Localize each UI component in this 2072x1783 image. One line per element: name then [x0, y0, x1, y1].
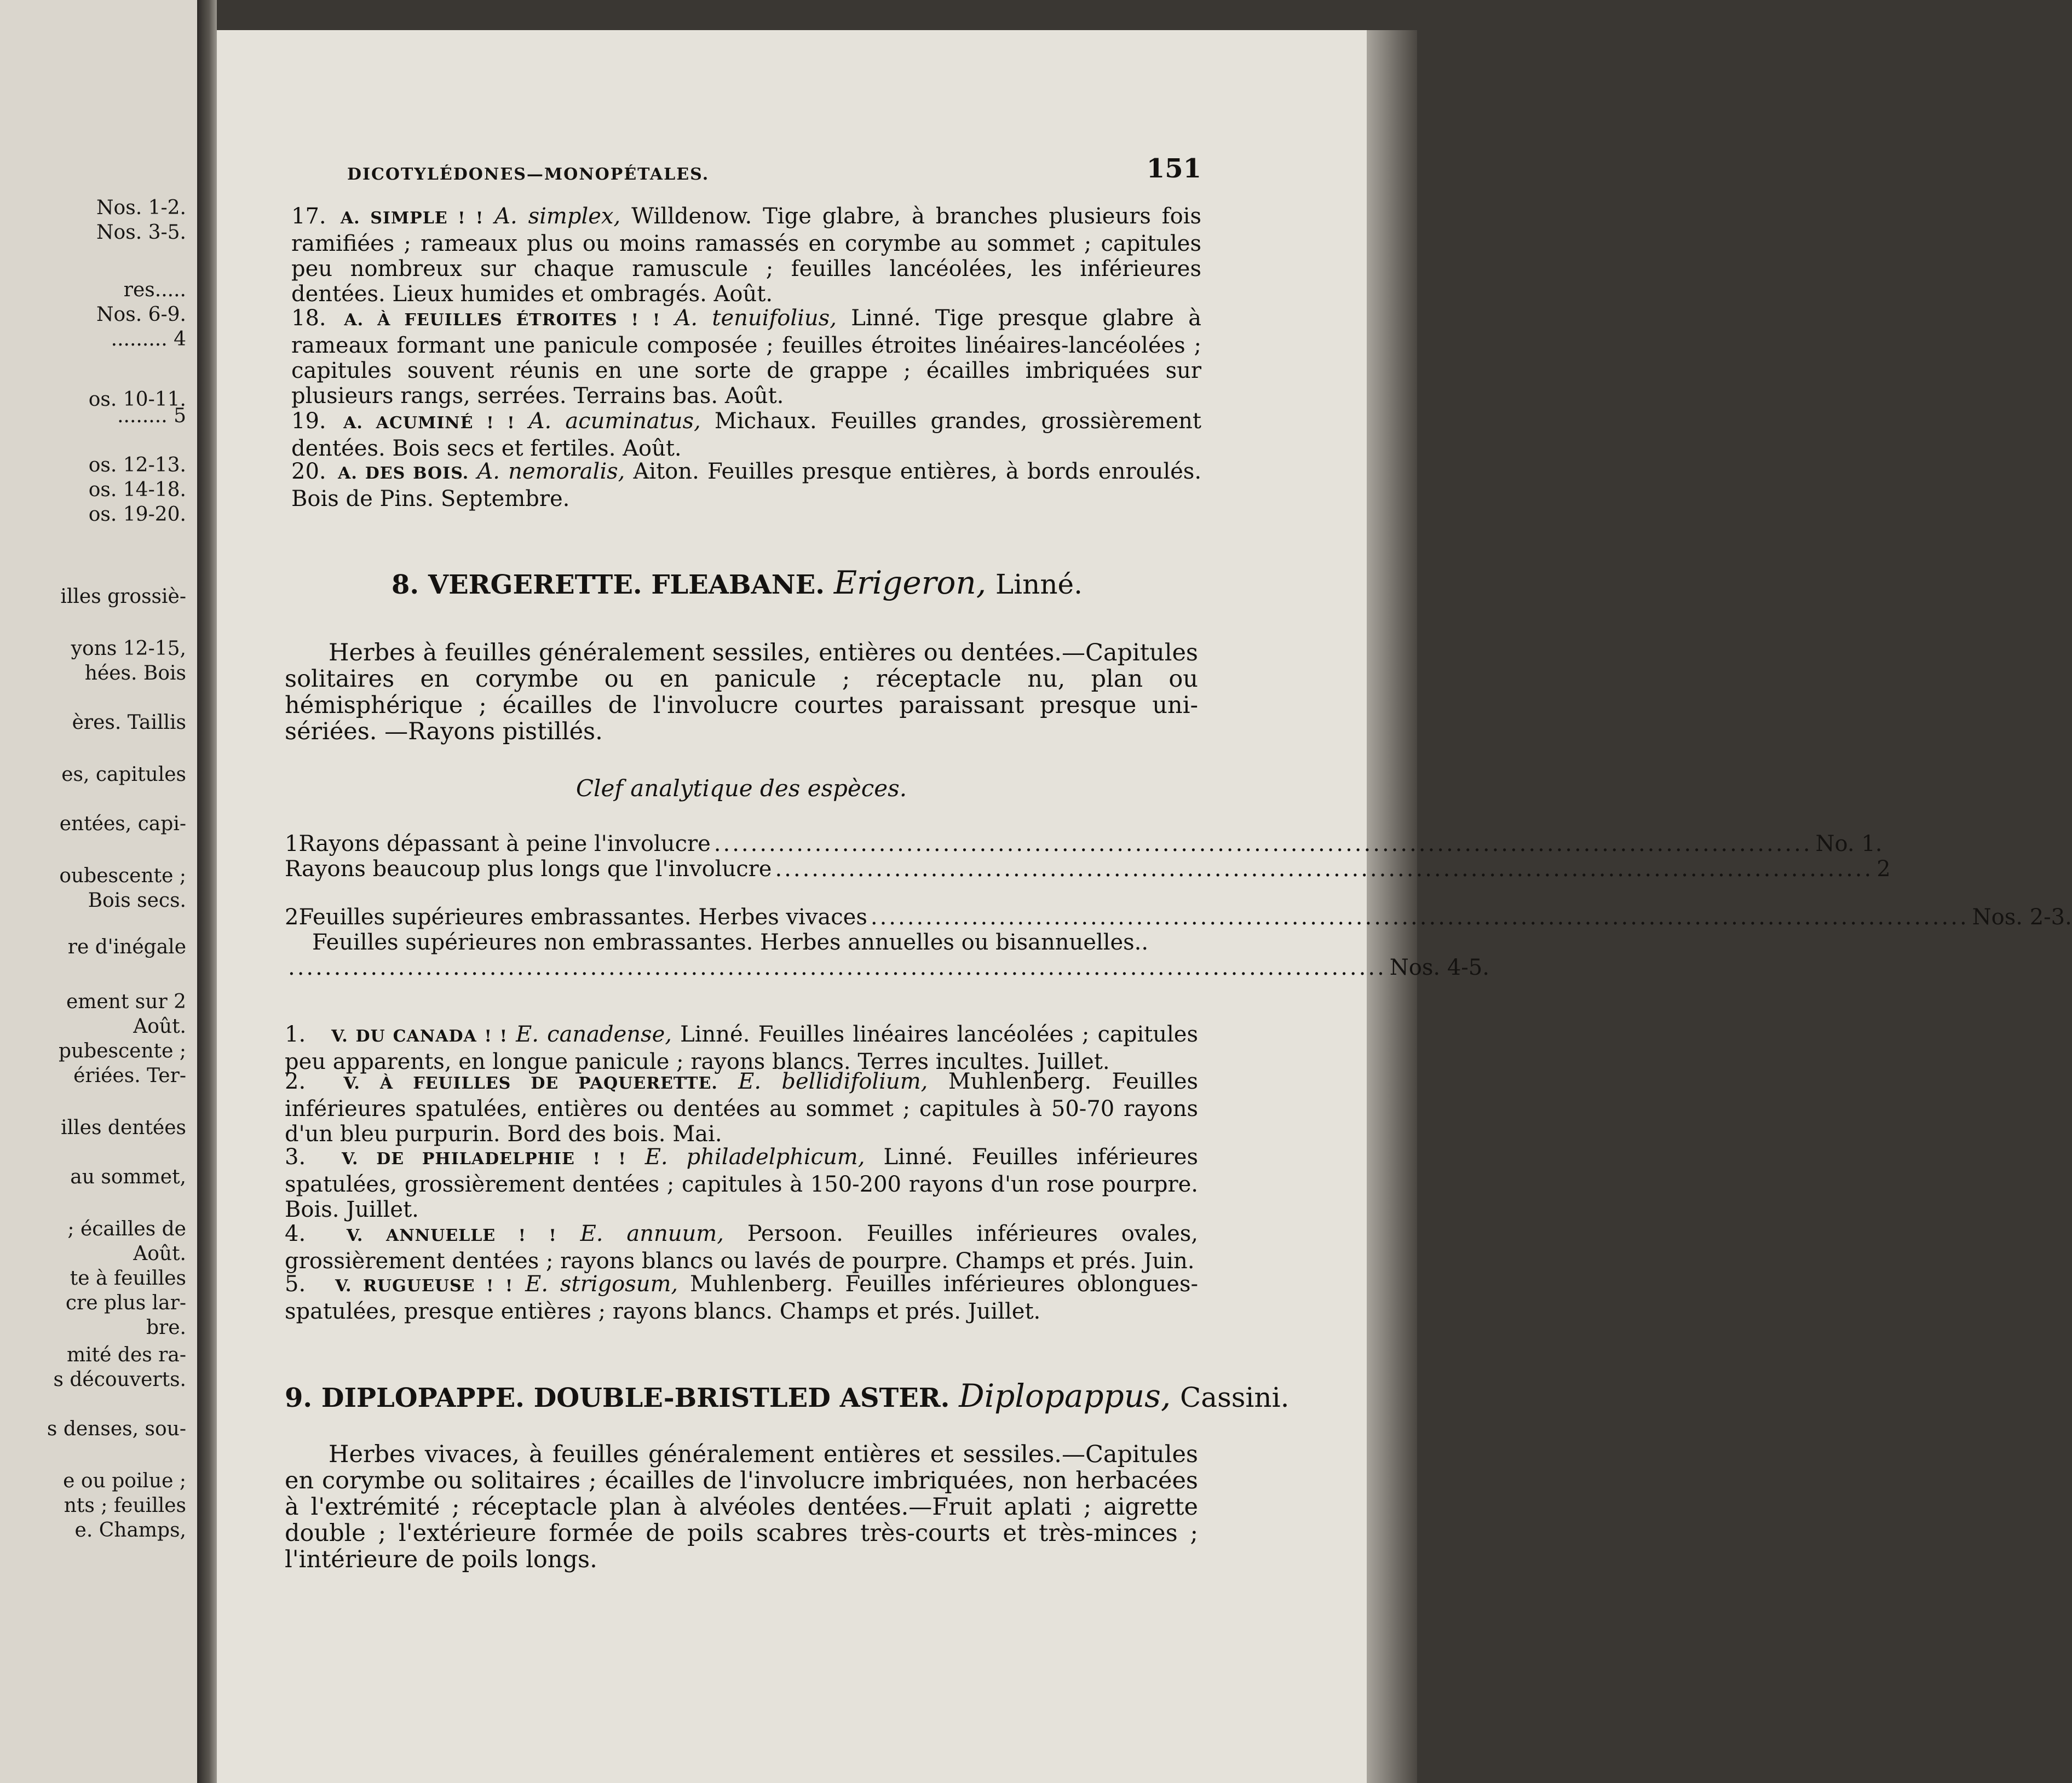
entry-number: 20. — [291, 459, 326, 484]
facing-line: ; écailles de — [67, 1218, 186, 1240]
facing-line: os. 12-13. — [88, 454, 186, 476]
leader-dots: ........................................................................................................................ — [713, 831, 1812, 856]
genus-latin: Erigeron, — [833, 564, 987, 601]
facing-line: bre. — [146, 1316, 186, 1339]
entry-number: 5. — [285, 1272, 306, 1297]
common-name: A. ACUMINÉ ! ! — [343, 413, 515, 433]
key-title: Clef analytique des espèces. — [575, 775, 907, 802]
running-head: DICOTYLÉDONES—MONOPÉTALES. — [347, 165, 710, 184]
facing-line: entées, capi- — [59, 813, 186, 835]
latin-name: E. annuum, — [580, 1221, 724, 1246]
genus-heading-text: 9. DIPLOPAPPE. DOUBLE-BRISTLED ASTER. — [285, 1383, 950, 1413]
entry-number: 1. — [285, 1022, 306, 1047]
facing-line: os. 10-11. — [88, 388, 186, 411]
entry-text: Aiton. Feuilles presque entières, à bords enroulés. Bois de Pins. Septembre. — [291, 459, 1202, 511]
common-name: V. À FEUILLES DE PAQUERETTE. — [343, 1074, 718, 1093]
book-gutter — [197, 0, 217, 1783]
facing-line: nts ; feuilles — [64, 1494, 186, 1517]
facing-line: es, capitules — [61, 763, 186, 786]
facing-line: oubescente ; — [59, 865, 186, 887]
facing-line: ......... 4 — [111, 328, 186, 350]
latin-name: E. canadense, — [516, 1022, 672, 1047]
entry-text: Muhlenberg. Feuilles inférieures spatulées, entières ou dentées au sommet ; capitules à 50-70 rayons d'un bleu purpurin. Bord des bois. Mai. — [285, 1069, 1199, 1147]
common-name: A. SIMPLE ! ! — [340, 209, 484, 228]
entry-text: Muhlenberg. Feuilles inférieures oblongues-spatulées, presque entières ; rayons blancs. Champs et prés. Juillet. — [285, 1272, 1198, 1324]
facing-line: Août. — [133, 1243, 186, 1265]
facing-line: Nos. 1-2. — [96, 197, 186, 219]
facing-line: Bois secs. — [88, 889, 186, 912]
species-entry — [291, 306, 1201, 409]
facing-line: au sommet, — [70, 1166, 186, 1188]
entry-text: Michaux. Feuilles grandes, grossièrement dentées. Bois secs et fertiles. Août. — [291, 409, 1201, 461]
facing-line: pubescente ; — [58, 1040, 186, 1062]
genus-author: Linné. — [995, 568, 1083, 600]
facing-line: hées. Bois — [84, 662, 186, 685]
key-text: Feuilles supérieures embrassantes. Herbes vivaces — [298, 905, 867, 930]
facing-line: res..... — [123, 279, 186, 301]
latin-name: A. tenuifolius, — [675, 306, 837, 331]
facing-line: te à feuilles — [70, 1267, 186, 1290]
species-entry — [285, 1069, 1198, 1147]
entry-text: Persoon. Feuilles inférieures ovales, grossièrement dentées ; rayons blancs ou lavés de pourpre. Champs et prés. Juin. — [285, 1221, 1198, 1274]
leader-dots: ........................................................................................................................ — [775, 856, 1874, 882]
facing-line: cre plus lar- — [65, 1292, 186, 1314]
entry-text: Willdenow. Tige glabre, à branches plusieurs fois ramifiées ; rameaux plus ou moins ramassés en corymbe au sommet ; capitules peu nombreux sur chaque ramuscule ; feuilles lancéolées, les inférieures dentées. Lieux humides et ombragés. Août. — [291, 204, 1201, 307]
page-number: 151 — [1146, 153, 1201, 184]
latin-name: A. nemoralis, — [477, 459, 625, 484]
facing-line: yons 12-15, — [71, 637, 186, 660]
latin-name: E. strigosum, — [525, 1272, 678, 1297]
key-row — [285, 905, 2072, 930]
species-entry — [285, 1221, 1198, 1274]
facing-line: ........ 5 — [117, 405, 186, 427]
key-row — [285, 831, 1883, 856]
species-entry — [291, 204, 1201, 307]
common-name: V. DE PHILADELPHIE ! ! — [342, 1149, 626, 1169]
leader-dots: ........................................................................................................................ — [870, 905, 1969, 930]
facing-line: e ou poilue ; — [63, 1470, 186, 1492]
key-row — [285, 856, 1891, 882]
common-name: V. DU CANADA ! ! — [331, 1027, 508, 1046]
genus-description: Herbes à feuilles généralement sessiles, entières ou dentées.—Capitules solitaires en corymbe ou en panicule ; réceptacle nu, plan ou hémisphérique ; écailles de l'involucre courtes paraissant presque uni-sériées. —Rayons pistillés. — [285, 639, 1198, 745]
genus-latin: Diplopappus, — [959, 1377, 1171, 1414]
latin-name: E. philadelphicum, — [644, 1144, 865, 1170]
entry-number: 19. — [291, 409, 326, 434]
common-name: A. DES BOIS. — [338, 464, 469, 483]
key-reference: Nos. 4-5. — [1389, 955, 1489, 980]
facing-line: illes grossiè- — [60, 585, 186, 608]
page-header — [347, 153, 1201, 184]
key-reference: Nos. 2-3. — [1972, 905, 2072, 930]
common-name: A. À FEUILLES ÉTROITES ! ! — [344, 310, 661, 330]
entry-number: 4. — [285, 1221, 306, 1246]
key-row — [285, 955, 1489, 980]
facing-line: re d'inégale — [67, 936, 186, 958]
key-reference: No. 1. — [1815, 831, 1883, 856]
species-entry — [285, 1022, 1198, 1074]
genus-heading — [285, 1377, 1290, 1414]
genus-description: Herbes vivaces, à feuilles généralement entières et sessiles.—Capitules en corymbe ou solitaires ; écailles de l'involucre imbriquées, non herbacées à l'extrémité ; réceptacle plan à alvéoles dentées.—Fruit aplati ; aigrette double ; l'extérieure formée de poils scabres très-courts et très-minces ; l'intérieure de poils longs. — [285, 1441, 1198, 1573]
entry-number: 18. — [291, 306, 326, 331]
key-number: 1 — [285, 831, 299, 856]
facing-line: ériées. Ter- — [73, 1065, 186, 1087]
entry-text: Linné. Tige presque glabre à rameaux formant une panicule composée ; feuilles étroites linéaires-lancéolées ; capitules souvent réunis en une sorte de grappe ; écailles imbriquées sur plusieurs rangs, serrées. Terrains bas. Août. — [291, 306, 1202, 409]
entry-number: 2. — [285, 1069, 306, 1094]
key-number: 2 — [285, 905, 299, 930]
entry-text: Linné. Feuilles linéaires lancéolées ; capitules peu apparents, en longue panicule ; rayons blancs. Terres incultes. Juillet. — [285, 1022, 1198, 1074]
facing-line: Août. — [133, 1015, 186, 1038]
entry-number: 3. — [285, 1144, 306, 1170]
facing-line: Nos. 6-9. — [96, 303, 186, 326]
common-name: V. ANNUELLE ! ! — [346, 1226, 557, 1245]
facing-line: mité des ra- — [67, 1344, 186, 1366]
facing-line: Nos. 3-5. — [96, 221, 186, 244]
key-row — [285, 930, 1198, 955]
facing-line: illes dentées — [61, 1117, 186, 1139]
facing-line: ement sur 2 — [66, 991, 186, 1013]
species-entry — [285, 1272, 1198, 1324]
facing-line: os. 19-20. — [88, 503, 186, 526]
species-entry — [285, 1144, 1198, 1222]
species-entry — [291, 459, 1201, 511]
facing-line: ères. Taillis — [72, 711, 186, 734]
latin-name: A. simplex, — [494, 204, 621, 229]
entry-number: 17. — [291, 204, 326, 229]
key-reference: 2 — [1877, 856, 1891, 882]
facing-line: s denses, sou- — [47, 1418, 186, 1440]
genus-author: Cassini. — [1180, 1382, 1290, 1413]
key-text: Feuilles supérieures non embrassantes. Herbes annuelles ou bisannuelles.. — [312, 930, 1149, 955]
facing-line: os. 14-18. — [88, 479, 186, 501]
common-name: V. RUGUEUSE ! ! — [335, 1276, 514, 1296]
facing-line: s découverts. — [53, 1368, 186, 1391]
facing-page — [0, 0, 197, 1783]
key-text: Rayons dépassant à peine l'involucre — [298, 831, 711, 856]
genus-heading — [392, 564, 1322, 601]
species-entry — [291, 409, 1201, 461]
latin-name: A. acuminatus, — [528, 409, 701, 434]
facing-line: e. Champs, — [74, 1519, 186, 1542]
genus-heading-text: 8. VERGERETTE. FLEABANE. — [392, 570, 825, 600]
leader-dots: ........................................................................................................................ — [288, 955, 1386, 980]
entry-text: Linné. Feuilles inférieures spatulées, grossièrement dentées ; capitules à 150-200 rayons d'un rose pourpre. Bois. Juillet. — [285, 1144, 1199, 1222]
key-text: Rayons beaucoup plus longs que l'involucre — [285, 856, 772, 882]
latin-name: E. bellidifolium, — [738, 1069, 928, 1094]
